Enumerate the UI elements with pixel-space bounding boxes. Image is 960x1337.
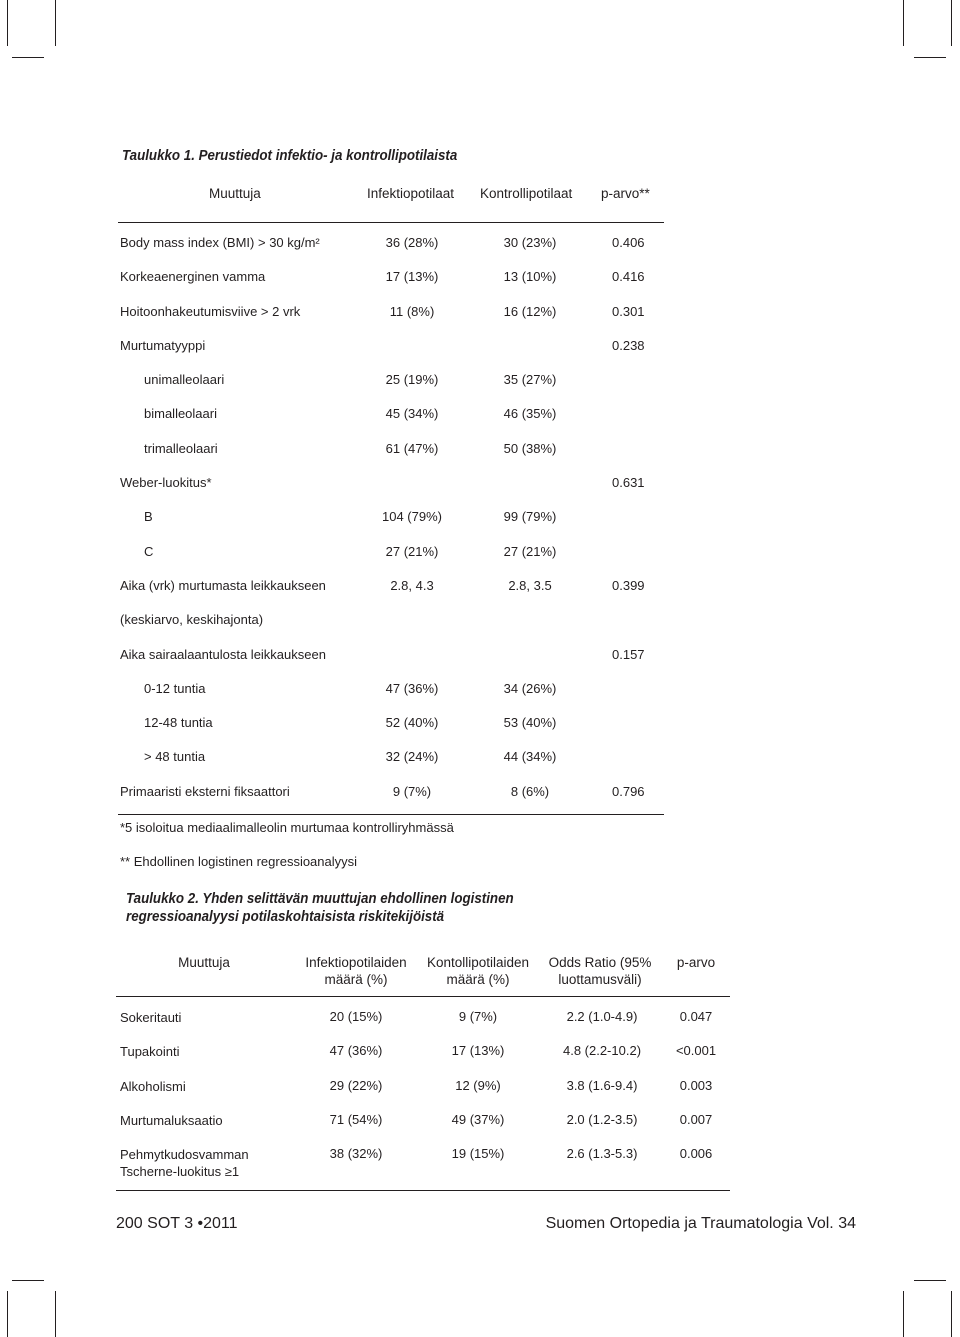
infection-value: 9 (7%) xyxy=(392,783,432,799)
label-line: Tscherne-luokitus ≥1 xyxy=(120,1164,240,1180)
crop-mark xyxy=(903,1291,904,1337)
table2-body xyxy=(116,997,730,1180)
row-label: unimalleolaari xyxy=(144,372,225,388)
infection-count: 38 (32%) xyxy=(329,1146,383,1162)
table1-header-p: p-arvo** xyxy=(601,186,650,201)
control-value: 99 (79%) xyxy=(503,509,557,525)
row-label xyxy=(120,1146,249,1180)
table1-header-infection: Infektiopotilaat xyxy=(367,186,455,201)
label-line: Tupakointi xyxy=(120,1044,180,1060)
row-label: C xyxy=(144,543,154,559)
odds-ratio: 4.8 (2.2-10.2) xyxy=(562,1043,642,1059)
odds-ratio: 2.2 (1.0-4.9) xyxy=(566,1009,638,1024)
control-value: 13 (10%) xyxy=(503,269,557,285)
table2 xyxy=(116,952,730,1191)
header-line: määrä (%) xyxy=(446,972,510,987)
control-value: 27 (21%) xyxy=(503,543,557,559)
infection-value: 36 (28%) xyxy=(385,235,439,250)
control-value: 2.8, 3.5 xyxy=(508,577,552,593)
control-value: 46 (35%) xyxy=(503,406,557,422)
control-count: 12 (9%) xyxy=(455,1077,501,1093)
crop-mark xyxy=(55,1291,56,1337)
table-row xyxy=(118,715,664,749)
row-label: B xyxy=(144,509,153,525)
table2-header-cell xyxy=(549,954,652,988)
row-label xyxy=(120,1009,181,1026)
infection-value: 17 (13%) xyxy=(385,269,439,285)
p-value: 0.157 xyxy=(612,646,645,662)
p-value: 0.301 xyxy=(612,303,645,319)
table1 xyxy=(118,182,664,815)
table-row xyxy=(118,338,664,372)
table2-header xyxy=(116,952,730,997)
row-label: Aika (vrk) murtumasta leikkaukseen xyxy=(120,577,326,593)
table2-header-cell xyxy=(305,954,406,988)
table-row xyxy=(118,509,664,543)
table-row xyxy=(118,647,664,681)
control-value: 34 (26%) xyxy=(503,680,557,696)
infection-value: 104 (79%) xyxy=(382,509,442,525)
crop-mark xyxy=(951,0,952,46)
header-line: Muuttuja xyxy=(178,955,230,970)
table2-header-cell xyxy=(677,954,715,971)
crop-mark xyxy=(951,1291,952,1337)
table-row xyxy=(116,1108,730,1142)
crop-mark xyxy=(914,1280,946,1281)
label-line: Sokeritauti xyxy=(120,1010,182,1025)
infection-value: 2.8, 4.3 xyxy=(390,577,434,593)
row-label: Primaaristi eksterni fiksaattori xyxy=(120,783,290,799)
table1-header-variable: Muuttuja xyxy=(209,186,261,201)
label-line: Murtumaluksaatio xyxy=(120,1112,223,1128)
table-row xyxy=(118,441,664,475)
crop-mark xyxy=(7,0,8,46)
label-line: Alkoholismi xyxy=(120,1078,186,1094)
control-value: 53 (40%) xyxy=(503,715,557,731)
table-row xyxy=(118,406,664,440)
footer-right: Suomen Ortopedia ja Traumatologia Vol. 34 xyxy=(545,1215,856,1232)
header-line: määrä (%) xyxy=(324,972,388,987)
infection-value: 27 (21%) xyxy=(385,543,439,559)
control-count: 49 (37%) xyxy=(451,1111,505,1127)
table1-header-control: Kontrollipotilaat xyxy=(480,186,573,201)
crop-mark xyxy=(914,57,946,58)
table-row xyxy=(118,235,664,269)
row-label: 0-12 tuntia xyxy=(144,680,206,696)
p-value: 0.047 xyxy=(679,1009,713,1024)
control-value: 16 (12%) xyxy=(503,303,557,319)
table2-title-line1: Taulukko 2. Yhden selittävän muuttujan ehdollinen logistinen xyxy=(126,891,514,907)
row-label xyxy=(120,1078,186,1095)
p-value: 0.631 xyxy=(612,475,645,491)
crop-mark xyxy=(7,1291,8,1337)
control-value: 50 (38%) xyxy=(503,440,557,456)
row-label: trimalleolaari xyxy=(144,440,218,456)
p-value: 0.399 xyxy=(612,577,645,593)
row-label: Aika sairaalaantulosta leikkaukseen xyxy=(120,646,326,662)
row-label: Weber-luokitus* xyxy=(120,475,212,491)
header-line: Odds Ratio (95% xyxy=(548,955,652,970)
control-count: 17 (13%) xyxy=(451,1043,505,1059)
control-value: 35 (27%) xyxy=(503,372,557,388)
control-value: 44 (34%) xyxy=(503,749,557,765)
row-label: Hoitoonhakeutumisviive > 2 vrk xyxy=(120,303,301,319)
table2-header-cell xyxy=(427,954,529,988)
table1-title: Taulukko 1. Perustiedot infektio- ja kontrollipotilaista xyxy=(122,148,458,164)
table1-note-1: *5 isoloitua mediaalimalleolin murtumaa kontrolliryhmässä xyxy=(120,820,454,835)
p-value: 0.796 xyxy=(612,783,645,799)
row-label: Body mass index (BMI) > 30 kg/m² xyxy=(120,235,320,250)
header-line: Kontollipotilaiden xyxy=(426,955,530,970)
table-row xyxy=(116,1005,730,1039)
odds-ratio: 2.0 (1.2-3.5) xyxy=(566,1111,638,1127)
infection-value: 52 (40%) xyxy=(385,715,439,731)
infection-value: 61 (47%) xyxy=(385,440,439,456)
table2-bottom-rule xyxy=(116,1190,730,1191)
infection-count: 20 (15%) xyxy=(329,1009,383,1024)
control-value: 8 (6%) xyxy=(510,783,550,799)
table2-header-cell xyxy=(178,954,230,971)
table-row xyxy=(118,544,664,578)
table1-body xyxy=(118,223,664,818)
table-row xyxy=(118,578,664,612)
p-value: 0.006 xyxy=(679,1146,713,1162)
row-label: (keskiarvo, keskihajonta) xyxy=(120,612,264,628)
control-count: 9 (7%) xyxy=(458,1009,498,1024)
row-label: Korkeaenerginen vamma xyxy=(120,269,266,285)
crop-mark xyxy=(12,1280,44,1281)
table-row xyxy=(118,612,664,646)
control-count: 19 (15%) xyxy=(451,1146,505,1162)
table2-title-line2: regressioanalyysi potilaskohtaisista riskitekijöistä xyxy=(126,909,445,925)
table1-note-2: ** Ehdollinen logistinen regressioanalyysi xyxy=(120,854,358,869)
crop-mark xyxy=(55,0,56,46)
row-label: > 48 tuntia xyxy=(144,749,206,765)
row-label xyxy=(120,1043,180,1060)
infection-value: 47 (36%) xyxy=(385,680,439,696)
table-row xyxy=(118,784,664,818)
odds-ratio: 3.8 (1.6-9.4) xyxy=(566,1077,638,1093)
control-value: 30 (23%) xyxy=(503,235,557,250)
infection-count: 29 (22%) xyxy=(329,1077,383,1093)
crop-mark xyxy=(903,0,904,46)
header-line: luottamusväli) xyxy=(558,972,642,987)
table-row xyxy=(116,1039,730,1073)
crop-mark xyxy=(12,57,44,58)
row-label: bimalleolaari xyxy=(144,406,217,422)
infection-value: 45 (34%) xyxy=(385,406,439,422)
infection-count: 71 (54%) xyxy=(329,1111,383,1127)
table-row xyxy=(118,372,664,406)
table-row xyxy=(116,1074,730,1108)
infection-count: 47 (36%) xyxy=(329,1043,383,1059)
odds-ratio: 2.6 (1.3-5.3) xyxy=(566,1146,638,1162)
table-row xyxy=(118,681,664,715)
table-row xyxy=(116,1142,730,1180)
p-value: 0.238 xyxy=(612,337,645,353)
p-value: <0.001 xyxy=(675,1043,717,1059)
footer-left: 200 SOT 3 •2011 xyxy=(116,1215,238,1232)
table-row xyxy=(118,269,664,303)
infection-value: 11 (8%) xyxy=(389,303,435,319)
row-label xyxy=(120,1112,223,1129)
p-value: 0.416 xyxy=(612,269,645,285)
header-line: p-arvo xyxy=(676,955,716,970)
p-value: 0.007 xyxy=(679,1111,713,1127)
infection-value: 25 (19%) xyxy=(385,372,439,388)
row-label: Murtumatyyppi xyxy=(120,337,206,353)
table-row xyxy=(118,749,664,783)
table-row xyxy=(118,304,664,338)
row-label: 12-48 tuntia xyxy=(144,715,213,731)
table2-title xyxy=(126,890,514,926)
table1-header xyxy=(118,182,664,223)
table-row xyxy=(118,475,664,509)
label-line: Pehmytkudosvamman xyxy=(120,1147,249,1163)
infection-value: 32 (24%) xyxy=(385,749,439,765)
p-value: 0.003 xyxy=(679,1077,713,1093)
p-value: 0.406 xyxy=(612,235,645,250)
header-line: Infektiopotilaiden xyxy=(305,955,407,970)
